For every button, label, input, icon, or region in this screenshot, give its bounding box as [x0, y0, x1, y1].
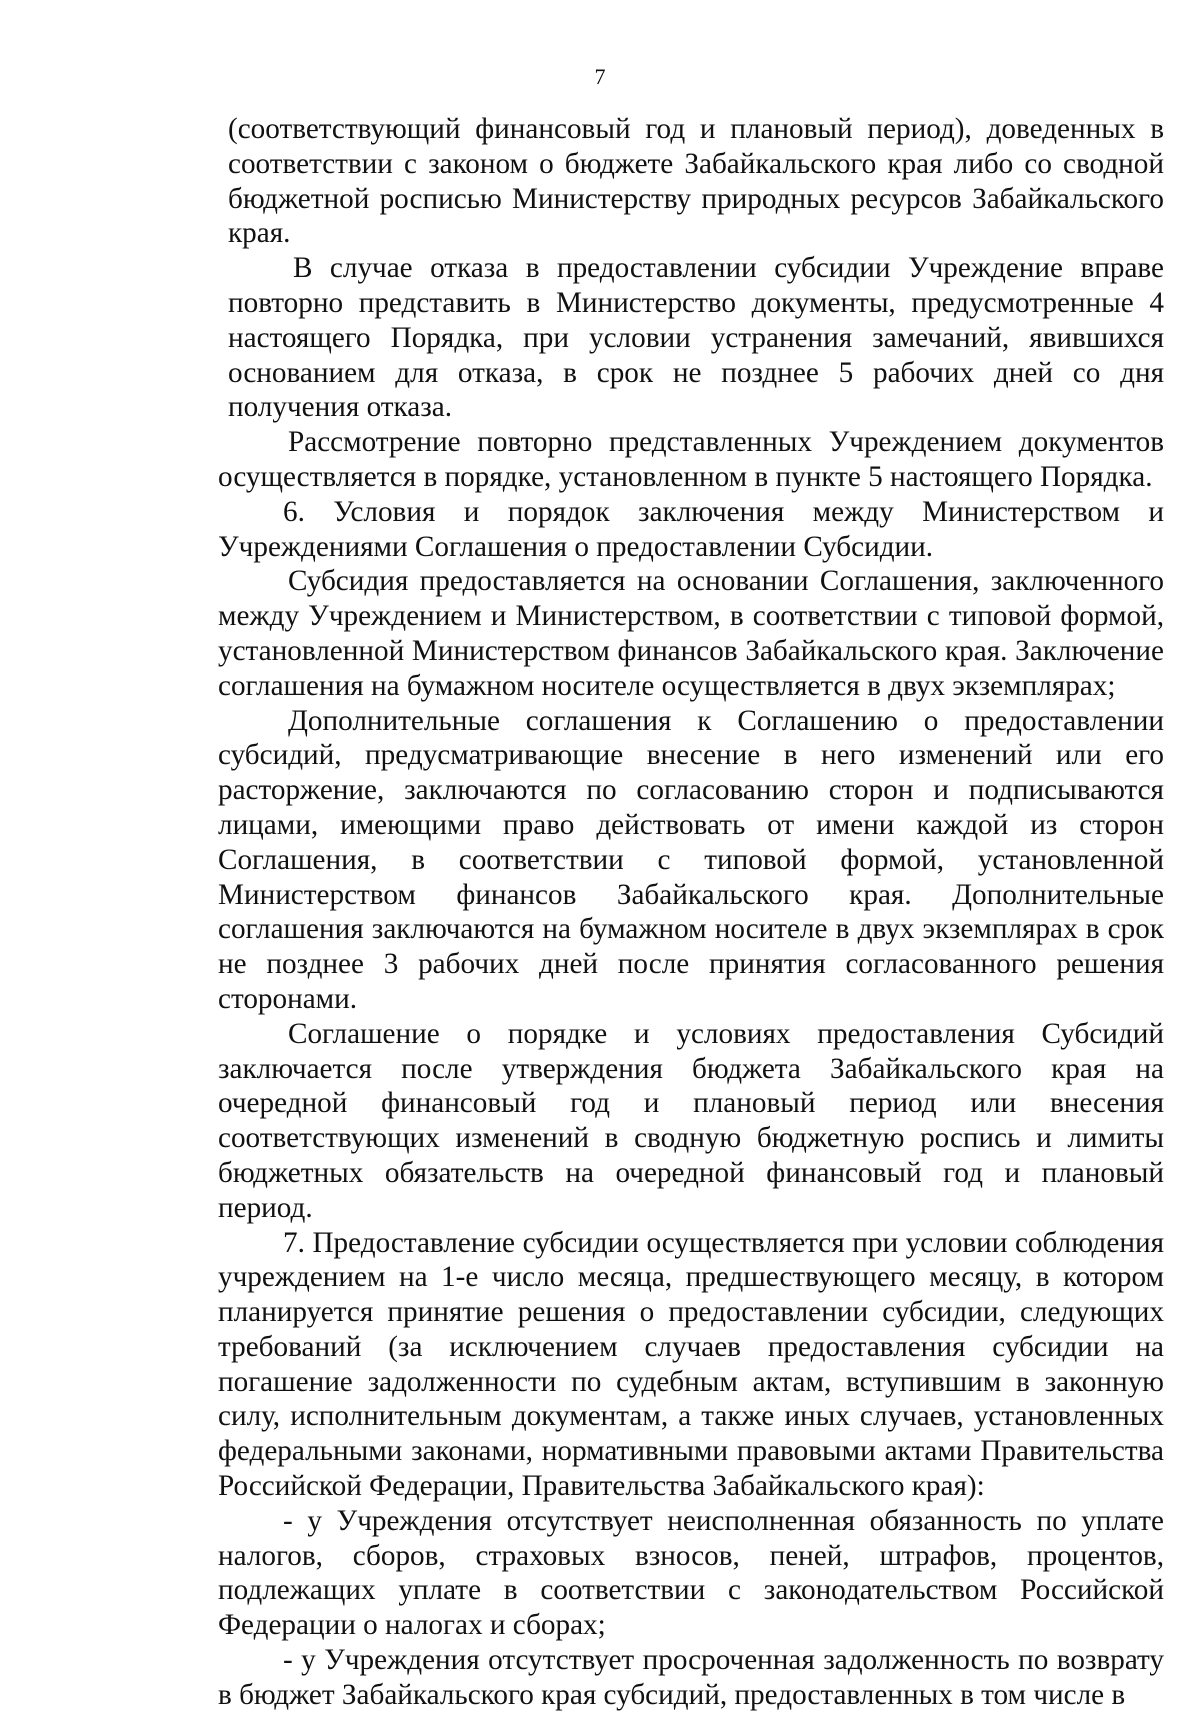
paragraph-subsidy-agreement: Субсидия предоставляется на основании Соглашения, заключенного между Учреждением и Министерством, в соответствии с типовой формой, установленной Министерством финансов Забайкальского края. Заключение соглашения на бумажном носителе осуществляется в двух экземплярах;	[218, 565, 1164, 702]
paragraph-agreement-conclusion: Соглашение о порядке и условиях предоставления Субсидий заключается после утверждения бюджета Забайкальского края на очередной финансовый год и плановый период или внесения соответствующих изменений в сводную бюджетную роспись и лимиты бюджетных обязательств на очередной финансовый год и плановый период.	[218, 1017, 1164, 1224]
page-number: 7	[594, 64, 606, 89]
paragraph-reconsideration: Рассмотрение повторно представленных Учреждением документов осуществляется в порядке, установленном в пункте 5 настоящего Порядка.	[218, 426, 1164, 493]
paragraph-continuation: (соответствующий финансовый год и плановый период), доведенных в соответствии с законом о бюджете Забайкальского края либо со сводной бюджетной росписью Министерству природных ресурсов Забайкальского края.	[228, 113, 1164, 250]
paragraph-dash-debt: - у Учреждения отсутствует просроченная задолженность по возврату в бюджет Забайкальского края субсидий, предоставленных в том числе в	[218, 1644, 1164, 1711]
paragraph-dash-taxes: - у Учреждения отсутствует неисполненная обязанность по уплате налогов, сборов, страховых взносов, пеней, штрафов, процентов, подлежащих уплате в соответствии с законодательством Российской Федерации о налогах и сборах;	[218, 1504, 1164, 1642]
paragraph-item-6-heading: 6. Условия и порядок заключения между Министерством и Учреждениями Соглашения о предоставлении Субсидии.	[218, 495, 1164, 563]
document-body	[218, 112, 1164, 1713]
paragraph-refusal-resubmission: В случае отказа в предоставлении субсидии Учреждение вправе повторно представить в Министерство документы, предусмотренные 4 настоящего Порядка, при условии устранения замечаний, явившихся основанием для отказа, в срок не позднее 5 рабочих дней со дня получения отказа.	[228, 252, 1164, 424]
paragraph-item-7: 7. Предоставление субсидии осуществляется при условии соблюдения учреждением на 1-е число месяца, предшествующего месяцу, в котором планируется принятие решения о предоставлении субсидии, следующих требований (за исключением случаев предоставления субсидии на погашение задолженности по судебным актам, вступившим в законную силу, исполнительным документам, а также иных случаев, установленных федеральными законами, нормативными правовыми актами Правительства Российской Федерации, Правительства Забайкальского края):	[218, 1226, 1164, 1503]
paragraph-additional-agreements: Дополнительные соглашения к Соглашению о предоставлении субсидий, предусматривающие внесение в него изменений или его расторжение, заключаются по согласованию сторон и подписываются лицами, имеющими право действовать от имени каждой из сторон Соглашения, в соответствии с типовой формой, установленной Министерством финансов Забайкальского края. Дополнительные соглашения заключаются на бумажном носителе в двух экземплярах в срок не позднее 3 рабочих дней после принятия согласованного решения сторонами.	[218, 704, 1164, 1015]
